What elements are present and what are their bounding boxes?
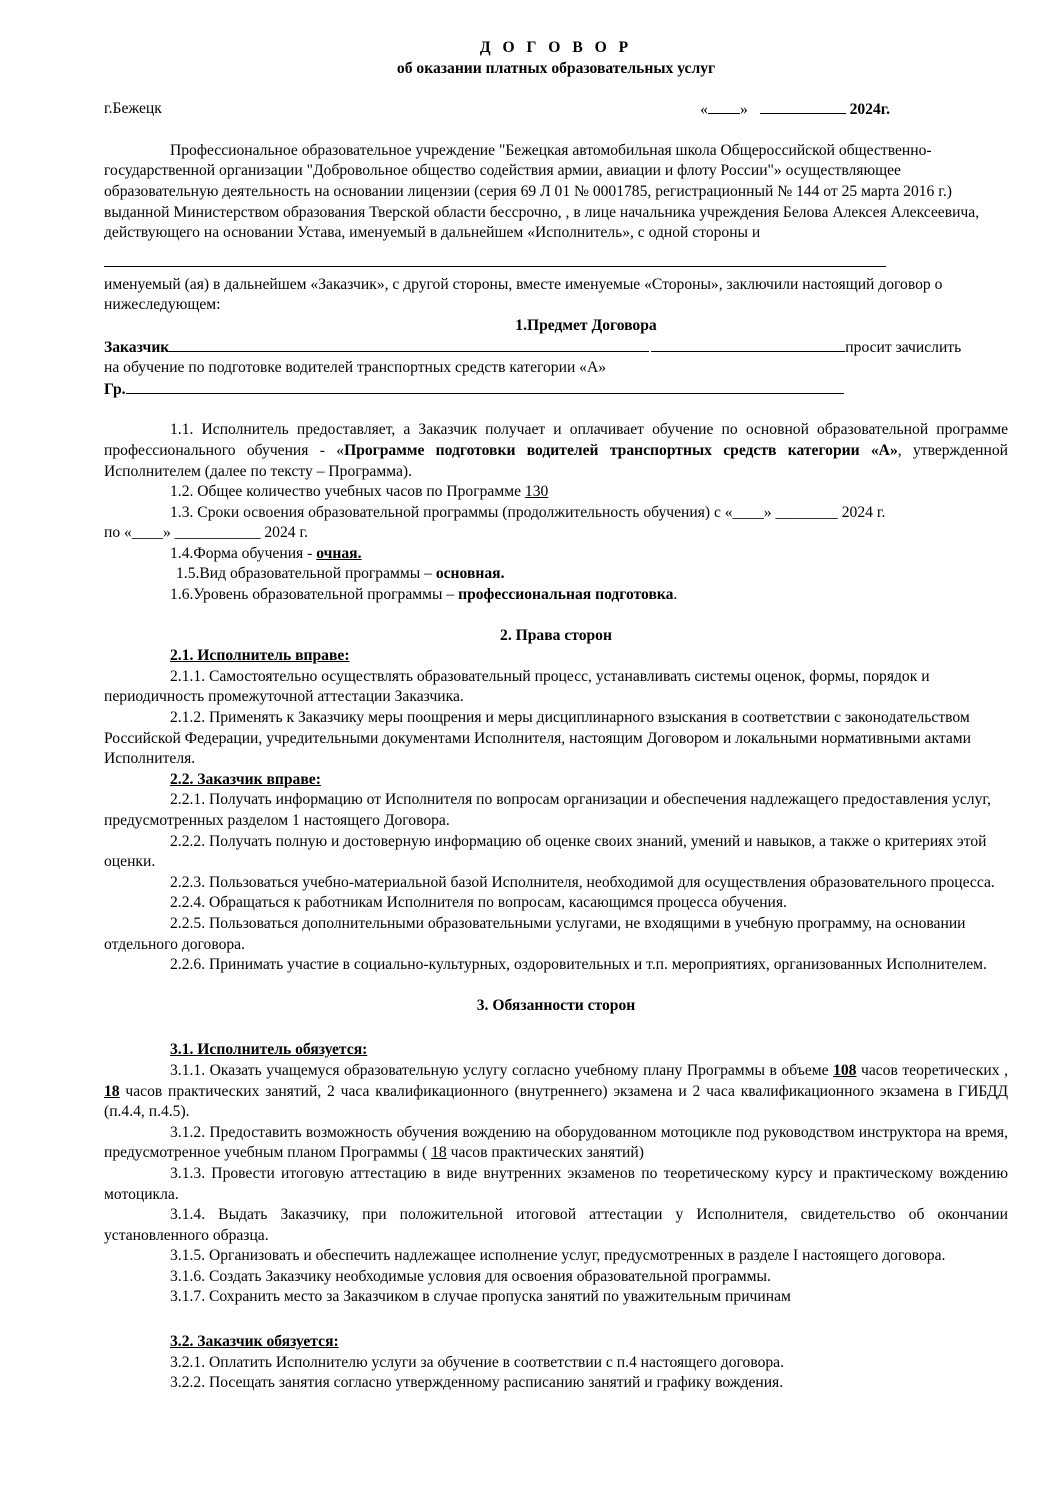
section3-sub1: 3.1. Исполнитель обязуется: [170,1041,368,1059]
section3-sub2: 3.2. Заказчик обязуется: [170,1333,339,1351]
clause-3-1-3: 3.1.3. Провести итоговую аттестацию в виде внутренних экзаменов по теоретическому курсу и практическому вождению мотоцикла. [104,1164,1008,1203]
clause-2-2-5: 2.2.5. Пользоваться дополнительными образовательными услугами, не входящими в учебную программу, на основании отдельного договора. [104,914,966,953]
training-line: на обучение по подготовке водителей транспортных средств категории «А» [104,359,607,377]
clause-3-1-7: 3.1.7. Сохранить место за Заказчиком в случае пропуска занятий по уважительным причинам [170,1288,791,1306]
day-blank[interactable] [708,99,740,114]
document-subtitle: об оказании платных образовательных услуг [396,59,716,77]
clause-2-1-2: 2.1.2. Применять к Заказчику меры поощрения и меры дисциплинарного взыскания в соответствии с законодательством Российской Федерации, учредительными документами Исполнителя, настоящим Договором и локальными нормативными актами Исполнителя. [104,709,971,768]
clause-1-5: 1.5.Вид образовательной программы – основная. [176,565,505,583]
section3-title: 3. Обязанности сторон [476,996,636,1014]
group-line: Гр. [104,379,1008,401]
document-title: Д О Г О В О Р [479,39,633,56]
clause-1-1: 1.1. Исполнитель предоставляет, а Заказчик получает и оплачивает обучение по основной образовательной программе профессионального обучения - «Программе подготовки водителей транспортных средств категории «А», утвержденной Исполнителем (далее по тексту – Программа). [104,421,1009,480]
contract-date: « » 2024г. [700,101,890,119]
clause-1-3-end: по «____» ___________ 2024 г. [104,524,309,542]
clause-2-2-6: 2.2.6. Принимать участие в социально-культурных, оздоровительных и т.п. мероприятиях, организованных Исполнителем. [170,956,987,974]
clause-3-1-2: 3.1.2. Предоставить возможность обучения вождению на оборудованном мотоцикле под руководством инструктора на время, предусмотренное учебным планом Программы ( 18 часов практических занятий) [104,1123,1008,1162]
group-blank[interactable] [126,379,844,394]
intro-paragraph: Профессиональное образовательное учреждение "Бежецкая автомобильная школа Общероссийской общественно-государственной организации "Добровольное общество содействия армии, авиации и флоту России"» осуществляющее образовательную деятельность на основании лицензии (серия 69 Л 01 № 0001785, регистрационный № 144 от 25 марта 2016 г.) выданной Министерством образования Тверской области бессрочно, , в лице начальника учреждения Белова Алексея Алексеевича, действующего на основании Устава, именуемый в дальнейшем «Исполнитель», с одной стороны и [104,141,980,242]
customer-blank-1[interactable] [169,337,649,352]
clause-2-2-4: 2.2.4. Обращаться к работникам Исполнителя по вопросам, касающимся процесса обучения. [170,894,787,912]
clause-2-2-1: 2.2.1. Получать информацию от Исполнителя по вопросам организации и обеспечения надлежащего предоставления услуг, предусмотренных разделом 1 настоящего Договора. [104,791,991,829]
clause-3-2-1: 3.2.1. Оплатить Исполнителю услуги за обучение в соответствии с п.4 настоящего договора. [170,1353,784,1371]
section2-sub1: 2.1. Исполнитель вправе: [170,647,350,665]
clause-1-2: 1.2. Общее количество учебных часов по Программе 130 [170,483,549,501]
section2-title: 2. Права сторон [500,626,612,644]
clause-1-3: 1.3. Сроки освоения образовательной программы (продолжительность обучения) с «____» ________ 2024 г. [170,503,886,521]
clause-2-1-1: 2.1.1. Самостоятельно осуществлять образовательный процесс, устанавливать системы оценок, формы, порядок и периодичность промежуточной аттестации Заказчика. [104,667,930,706]
clause-1-4: 1.4.Форма обучения - очная. [170,544,362,562]
section1-title: 1.Предмет Договора [515,316,657,334]
clause-3-1-6: 3.1.6. Создать Заказчику необходимые условия для освоения образовательной программы. [170,1267,771,1285]
section2-sub2: 2.2. Заказчик вправе: [170,770,321,788]
clause-1-6: 1.6.Уровень образовательной программы – профессиональная подготовка. [170,586,678,604]
month-blank[interactable] [760,99,846,114]
contract-year: 2024г. [849,101,890,119]
clause-3-2-2: 3.2.2. Посещать занятия согласно утвержденному расписанию занятий и графику вождения. [170,1374,784,1392]
city-date-row [104,99,1008,121]
clause-3-1-5: 3.1.5. Организовать и обеспечить надлежащее исполнение услуг, предусмотренных в разделе I настоящего договора. [170,1247,946,1265]
customer-name-blank[interactable] [104,250,886,267]
clause-3-1-4: 3.1.4. Выдать Заказчику, при положительной итоговой аттестации у Исполнителя, свидетельство об окончании установленного образца. [104,1206,1008,1244]
intro-parties: именуемый (ая) в дальнейшем «Заказчик», с другой стороны, вместе именуемые «Стороны», заключили настоящий договор о нижеследующем: [104,275,943,314]
city: г.Бежецк [104,100,162,118]
clause-2-2-3: 2.2.3. Пользоваться учебно-материальной базой Исполнителя, необходимой для осуществления образовательного процесса. [170,873,995,891]
customer-blank-2[interactable] [651,337,845,352]
customer-line: Заказчик просит зачислить [104,338,962,356]
clause-2-2-2: 2.2.2. Получать полную и достоверную информацию об оценке своих знаний, умений и навыков, а также о критериях этой оценки. [104,832,987,871]
clause-3-1-1: 3.1.1. Оказать учащемуся образовательную услугу согласно учебному плану Программы в объеме 108 часов теоретических , 18 часов практических занятий, 2 часа квалификационного (внутреннего) экзамена и 2 часа квалификационного экзамена в ГИБДД (п.4.4, п.4.5). [104,1061,1008,1121]
